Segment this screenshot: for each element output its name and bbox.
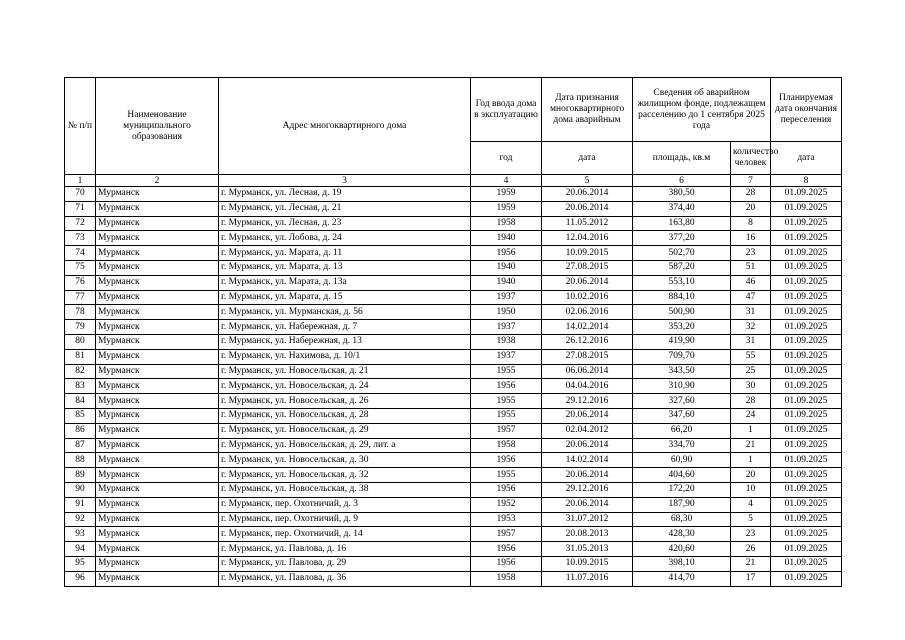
cell-area: 327,60 xyxy=(633,394,731,409)
cell-date: 20.06.2014 xyxy=(542,468,633,483)
table-row xyxy=(65,334,842,349)
cell-num: 77 xyxy=(65,290,96,305)
cell-address: г. Мурманск, ул. Мурманская, д. 56 xyxy=(219,305,471,320)
subheader-people: количество человек xyxy=(731,142,771,175)
cell-area: 68,30 xyxy=(633,512,731,527)
column-number: 2 xyxy=(96,175,219,187)
cell-year: 1955 xyxy=(471,468,542,483)
cell-address: г. Мурманск, ул. Новосельская, д. 32 xyxy=(219,468,471,483)
cell-municipality: Мурманск xyxy=(96,216,219,231)
cell-people: 28 xyxy=(731,187,771,202)
cell-municipality: Мурманск xyxy=(96,512,219,527)
cell-end-date: 01.09.2025 xyxy=(771,423,842,438)
cell-area: 347,60 xyxy=(633,408,731,423)
cell-num: 74 xyxy=(65,246,96,261)
column-number: 5 xyxy=(542,175,633,187)
table-row xyxy=(65,275,842,290)
cell-year: 1956 xyxy=(471,246,542,261)
cell-address: г. Мурманск, ул. Новосельская, д. 38 xyxy=(219,482,471,497)
cell-end-date: 01.09.2025 xyxy=(771,542,842,557)
cell-end-date: 01.09.2025 xyxy=(771,408,842,423)
cell-area: 428,30 xyxy=(633,527,731,542)
cell-date: 11.05.2012 xyxy=(542,216,633,231)
cell-municipality: Мурманск xyxy=(96,438,219,453)
cell-people: 4 xyxy=(731,497,771,512)
cell-municipality: Мурманск xyxy=(96,275,219,290)
cell-num: 94 xyxy=(65,542,96,557)
cell-year: 1952 xyxy=(471,497,542,512)
cell-year: 1937 xyxy=(471,349,542,364)
cell-year: 1955 xyxy=(471,364,542,379)
header-address: Адрес многоквартирного дома xyxy=(219,78,471,175)
cell-end-date: 01.09.2025 xyxy=(771,290,842,305)
table-row xyxy=(65,408,842,423)
cell-date: 14.02.2014 xyxy=(542,320,633,335)
cell-municipality: Мурманск xyxy=(96,379,219,394)
subheader-area: площадь, кв.м xyxy=(633,142,731,175)
cell-people: 16 xyxy=(731,231,771,246)
cell-municipality: Мурманск xyxy=(96,290,219,305)
cell-address: г. Мурманск, ул. Павлова, д. 29 xyxy=(219,556,471,571)
column-number: 6 xyxy=(633,175,731,187)
cell-date: 10.09.2015 xyxy=(542,556,633,571)
cell-num: 72 xyxy=(65,216,96,231)
cell-people: 1 xyxy=(731,423,771,438)
cell-address: г. Мурманск, ул. Набережная, д. 7 xyxy=(219,320,471,335)
cell-area: 374,40 xyxy=(633,201,731,216)
cell-area: 587,20 xyxy=(633,260,731,275)
cell-num: 84 xyxy=(65,394,96,409)
cell-address: г. Мурманск, ул. Лесная, д. 21 xyxy=(219,201,471,216)
cell-address: г. Мурманск, ул. Набережная, д. 13 xyxy=(219,334,471,349)
table-row xyxy=(65,187,842,202)
cell-people: 32 xyxy=(731,320,771,335)
cell-address: г. Мурманск, ул. Новосельская, д. 21 xyxy=(219,364,471,379)
column-number: 1 xyxy=(65,175,96,187)
cell-municipality: Мурманск xyxy=(96,260,219,275)
cell-date: 20.06.2014 xyxy=(542,438,633,453)
cell-end-date: 01.09.2025 xyxy=(771,438,842,453)
table-row xyxy=(65,497,842,512)
table-row xyxy=(65,453,842,468)
cell-area: 334,70 xyxy=(633,438,731,453)
cell-num: 79 xyxy=(65,320,96,335)
cell-date: 20.06.2014 xyxy=(542,497,633,512)
cell-end-date: 01.09.2025 xyxy=(771,231,842,246)
table-row xyxy=(65,394,842,409)
cell-date: 20.08.2013 xyxy=(542,527,633,542)
cell-date: 27.08.2015 xyxy=(542,260,633,275)
table-row xyxy=(65,349,842,364)
subheader-date: дата xyxy=(542,142,633,175)
column-number: 4 xyxy=(471,175,542,187)
cell-year: 1958 xyxy=(471,571,542,586)
cell-num: 87 xyxy=(65,438,96,453)
cell-area: 500,90 xyxy=(633,305,731,320)
cell-people: 20 xyxy=(731,201,771,216)
cell-people: 1 xyxy=(731,453,771,468)
cell-year: 1940 xyxy=(471,260,542,275)
cell-area: 353,20 xyxy=(633,320,731,335)
cell-area: 502,70 xyxy=(633,246,731,261)
cell-people: 21 xyxy=(731,556,771,571)
table-row xyxy=(65,438,842,453)
cell-address: г. Мурманск, ул. Марата, д. 11 xyxy=(219,246,471,261)
cell-num: 92 xyxy=(65,512,96,527)
table-row xyxy=(65,305,842,320)
cell-people: 20 xyxy=(731,468,771,483)
cell-people: 31 xyxy=(731,334,771,349)
cell-area: 398,10 xyxy=(633,556,731,571)
column-number: 7 xyxy=(731,175,771,187)
cell-num: 76 xyxy=(65,275,96,290)
cell-address: г. Мурманск, ул. Новосельская, д. 26 xyxy=(219,394,471,409)
cell-municipality: Мурманск xyxy=(96,394,219,409)
cell-people: 26 xyxy=(731,542,771,557)
cell-date: 10.02.2016 xyxy=(542,290,633,305)
cell-municipality: Мурманск xyxy=(96,364,219,379)
table-row xyxy=(65,542,842,557)
table-header xyxy=(65,78,842,187)
cell-end-date: 01.09.2025 xyxy=(771,275,842,290)
cell-end-date: 01.09.2025 xyxy=(771,379,842,394)
cell-address: г. Мурманск, пер. Охотничий, д. 14 xyxy=(219,527,471,542)
table-row xyxy=(65,556,842,571)
subheader-year: год xyxy=(471,142,542,175)
cell-address: г. Мурманск, ул. Новосельская, д. 30 xyxy=(219,453,471,468)
cell-num: 75 xyxy=(65,260,96,275)
cell-address: г. Мурманск, ул. Новосельская, д. 28 xyxy=(219,408,471,423)
cell-num: 93 xyxy=(65,527,96,542)
cell-address: г. Мурманск, ул. Павлова, д. 36 xyxy=(219,571,471,586)
cell-municipality: Мурманск xyxy=(96,201,219,216)
cell-area: 163,80 xyxy=(633,216,731,231)
cell-year: 1958 xyxy=(471,438,542,453)
cell-area: 187,90 xyxy=(633,497,731,512)
cell-date: 20.06.2014 xyxy=(542,201,633,216)
cell-num: 86 xyxy=(65,423,96,438)
cell-num: 82 xyxy=(65,364,96,379)
cell-area: 380,50 xyxy=(633,187,731,202)
cell-year: 1940 xyxy=(471,275,542,290)
cell-area: 553,10 xyxy=(633,275,731,290)
table-body xyxy=(65,187,842,587)
table-row xyxy=(65,216,842,231)
cell-num: 70 xyxy=(65,187,96,202)
cell-end-date: 01.09.2025 xyxy=(771,453,842,468)
cell-people: 55 xyxy=(731,349,771,364)
cell-num: 73 xyxy=(65,231,96,246)
cell-end-date: 01.09.2025 xyxy=(771,305,842,320)
cell-area: 884,10 xyxy=(633,290,731,305)
cell-end-date: 01.09.2025 xyxy=(771,571,842,586)
cell-people: 23 xyxy=(731,527,771,542)
cell-date: 14.02.2014 xyxy=(542,453,633,468)
cell-date: 20.06.2014 xyxy=(542,187,633,202)
cell-num: 89 xyxy=(65,468,96,483)
cell-municipality: Мурманск xyxy=(96,231,219,246)
cell-num: 88 xyxy=(65,453,96,468)
cell-year: 1937 xyxy=(471,290,542,305)
table-row xyxy=(65,364,842,379)
table-row xyxy=(65,320,842,335)
cell-people: 10 xyxy=(731,482,771,497)
cell-area: 419,90 xyxy=(633,334,731,349)
cell-year: 1956 xyxy=(471,556,542,571)
cell-end-date: 01.09.2025 xyxy=(771,482,842,497)
cell-municipality: Мурманск xyxy=(96,320,219,335)
cell-end-date: 01.09.2025 xyxy=(771,512,842,527)
cell-end-date: 01.09.2025 xyxy=(771,349,842,364)
cell-address: г. Мурманск, ул. Марата, д. 13а xyxy=(219,275,471,290)
cell-end-date: 01.09.2025 xyxy=(771,394,842,409)
table-row xyxy=(65,527,842,542)
cell-date: 10.09.2015 xyxy=(542,246,633,261)
cell-date: 12.04.2016 xyxy=(542,231,633,246)
cell-municipality: Мурманск xyxy=(96,571,219,586)
cell-num: 78 xyxy=(65,305,96,320)
cell-address: г. Мурманск, ул. Марата, д. 13 xyxy=(219,260,471,275)
cell-end-date: 01.09.2025 xyxy=(771,320,842,335)
cell-year: 1959 xyxy=(471,201,542,216)
cell-municipality: Мурманск xyxy=(96,542,219,557)
cell-date: 20.06.2014 xyxy=(542,408,633,423)
cell-people: 5 xyxy=(731,512,771,527)
table-row xyxy=(65,379,842,394)
cell-people: 23 xyxy=(731,246,771,261)
cell-date: 20.06.2014 xyxy=(542,275,633,290)
header-planned-end: Планируемая дата окончания переселения xyxy=(771,78,842,142)
cell-num: 85 xyxy=(65,408,96,423)
cell-people: 46 xyxy=(731,275,771,290)
cell-end-date: 01.09.2025 xyxy=(771,364,842,379)
cell-year: 1956 xyxy=(471,542,542,557)
cell-year: 1959 xyxy=(471,187,542,202)
header-housing-info: Сведения об аварийном жилищном фонде, подлежащем расселению до 1 сентября 2025 года xyxy=(633,78,771,142)
cell-num: 81 xyxy=(65,349,96,364)
cell-num: 71 xyxy=(65,201,96,216)
cell-end-date: 01.09.2025 xyxy=(771,556,842,571)
cell-people: 28 xyxy=(731,394,771,409)
cell-date: 02.04.2012 xyxy=(542,423,633,438)
cell-end-date: 01.09.2025 xyxy=(771,201,842,216)
cell-area: 310,90 xyxy=(633,379,731,394)
cell-year: 1953 xyxy=(471,512,542,527)
cell-date: 29.12.2016 xyxy=(542,482,633,497)
cell-year: 1937 xyxy=(471,320,542,335)
table-row xyxy=(65,512,842,527)
cell-end-date: 01.09.2025 xyxy=(771,216,842,231)
cell-year: 1956 xyxy=(471,482,542,497)
cell-date: 27.08.2015 xyxy=(542,349,633,364)
cell-year: 1955 xyxy=(471,394,542,409)
cell-area: 377,20 xyxy=(633,231,731,246)
cell-area: 66,20 xyxy=(633,423,731,438)
cell-end-date: 01.09.2025 xyxy=(771,468,842,483)
cell-year: 1957 xyxy=(471,423,542,438)
cell-municipality: Мурманск xyxy=(96,187,219,202)
column-number-row xyxy=(65,175,842,187)
cell-people: 8 xyxy=(731,216,771,231)
cell-area: 172,20 xyxy=(633,482,731,497)
cell-num: 91 xyxy=(65,497,96,512)
cell-municipality: Мурманск xyxy=(96,468,219,483)
cell-year: 1950 xyxy=(471,305,542,320)
cell-year: 1955 xyxy=(471,408,542,423)
cell-area: 60,90 xyxy=(633,453,731,468)
table-row xyxy=(65,231,842,246)
cell-num: 90 xyxy=(65,482,96,497)
table-row xyxy=(65,423,842,438)
cell-date: 29.12.2016 xyxy=(542,394,633,409)
cell-address: г. Мурманск, ул. Нахимова, д. 10/1 xyxy=(219,349,471,364)
cell-end-date: 01.09.2025 xyxy=(771,497,842,512)
cell-year: 1958 xyxy=(471,216,542,231)
cell-area: 709,70 xyxy=(633,349,731,364)
cell-year: 1956 xyxy=(471,379,542,394)
cell-date: 31.05.2013 xyxy=(542,542,633,557)
cell-date: 06.06.2014 xyxy=(542,364,633,379)
cell-municipality: Мурманск xyxy=(96,408,219,423)
cell-municipality: Мурманск xyxy=(96,423,219,438)
cell-address: г. Мурманск, ул. Лесная, д. 23 xyxy=(219,216,471,231)
cell-area: 343,50 xyxy=(633,364,731,379)
cell-area: 420,60 xyxy=(633,542,731,557)
cell-date: 26.12.2016 xyxy=(542,334,633,349)
cell-municipality: Мурманск xyxy=(96,334,219,349)
cell-end-date: 01.09.2025 xyxy=(771,260,842,275)
cell-municipality: Мурманск xyxy=(96,556,219,571)
cell-address: г. Мурманск, ул. Лобова, д. 24 xyxy=(219,231,471,246)
cell-area: 404,60 xyxy=(633,468,731,483)
cell-num: 80 xyxy=(65,334,96,349)
resettlement-table xyxy=(64,77,842,587)
cell-num: 96 xyxy=(65,571,96,586)
cell-people: 24 xyxy=(731,408,771,423)
cell-address: г. Мурманск, ул. Марата, д. 15 xyxy=(219,290,471,305)
cell-end-date: 01.09.2025 xyxy=(771,246,842,261)
cell-municipality: Мурманск xyxy=(96,497,219,512)
cell-municipality: Мурманск xyxy=(96,527,219,542)
cell-end-date: 01.09.2025 xyxy=(771,187,842,202)
cell-date: 31.07.2012 xyxy=(542,512,633,527)
cell-year: 1956 xyxy=(471,453,542,468)
cell-people: 31 xyxy=(731,305,771,320)
cell-people: 47 xyxy=(731,290,771,305)
cell-address: г. Мурманск, пер. Охотничий, д. 9 xyxy=(219,512,471,527)
cell-date: 04.04.2016 xyxy=(542,379,633,394)
header-date-declared: Дата признания многоквартирного дома аварийным xyxy=(542,78,633,142)
header-year-built: Год ввода дома в эксплуатацию xyxy=(471,78,542,142)
table-row xyxy=(65,201,842,216)
cell-people: 30 xyxy=(731,379,771,394)
table-row xyxy=(65,468,842,483)
cell-address: г. Мурманск, ул. Лесная, д. 19 xyxy=(219,187,471,202)
cell-municipality: Мурманск xyxy=(96,246,219,261)
header-municipality: Наименование муниципального образования xyxy=(96,78,219,175)
cell-municipality: Мурманск xyxy=(96,453,219,468)
column-number: 8 xyxy=(771,175,842,187)
cell-address: г. Мурманск, пер. Охотничий, д. 3 xyxy=(219,497,471,512)
cell-municipality: Мурманск xyxy=(96,482,219,497)
cell-num: 95 xyxy=(65,556,96,571)
cell-date: 11.07.2016 xyxy=(542,571,633,586)
table-row xyxy=(65,260,842,275)
cell-year: 1957 xyxy=(471,527,542,542)
cell-end-date: 01.09.2025 xyxy=(771,527,842,542)
table-row xyxy=(65,290,842,305)
cell-municipality: Мурманск xyxy=(96,349,219,364)
cell-municipality: Мурманск xyxy=(96,305,219,320)
table-row xyxy=(65,482,842,497)
subheader-end-date: дата xyxy=(771,142,842,175)
cell-address: г. Мурманск, ул. Новосельская, д. 29 xyxy=(219,423,471,438)
cell-people: 25 xyxy=(731,364,771,379)
cell-date: 02.06.2016 xyxy=(542,305,633,320)
table-row xyxy=(65,246,842,261)
header-num: № п/п xyxy=(65,78,96,175)
cell-address: г. Мурманск, ул. Новосельская, д. 24 xyxy=(219,379,471,394)
cell-address: г. Мурманск, ул. Павлова, д. 16 xyxy=(219,542,471,557)
cell-num: 83 xyxy=(65,379,96,394)
cell-year: 1938 xyxy=(471,334,542,349)
table-row xyxy=(65,571,842,586)
cell-area: 414,70 xyxy=(633,571,731,586)
cell-people: 51 xyxy=(731,260,771,275)
cell-end-date: 01.09.2025 xyxy=(771,334,842,349)
cell-people: 21 xyxy=(731,438,771,453)
column-number: 3 xyxy=(219,175,471,187)
cell-people: 17 xyxy=(731,571,771,586)
cell-year: 1940 xyxy=(471,231,542,246)
cell-address: г. Мурманск, ул. Новосельская, д. 29, лит. а xyxy=(219,438,471,453)
